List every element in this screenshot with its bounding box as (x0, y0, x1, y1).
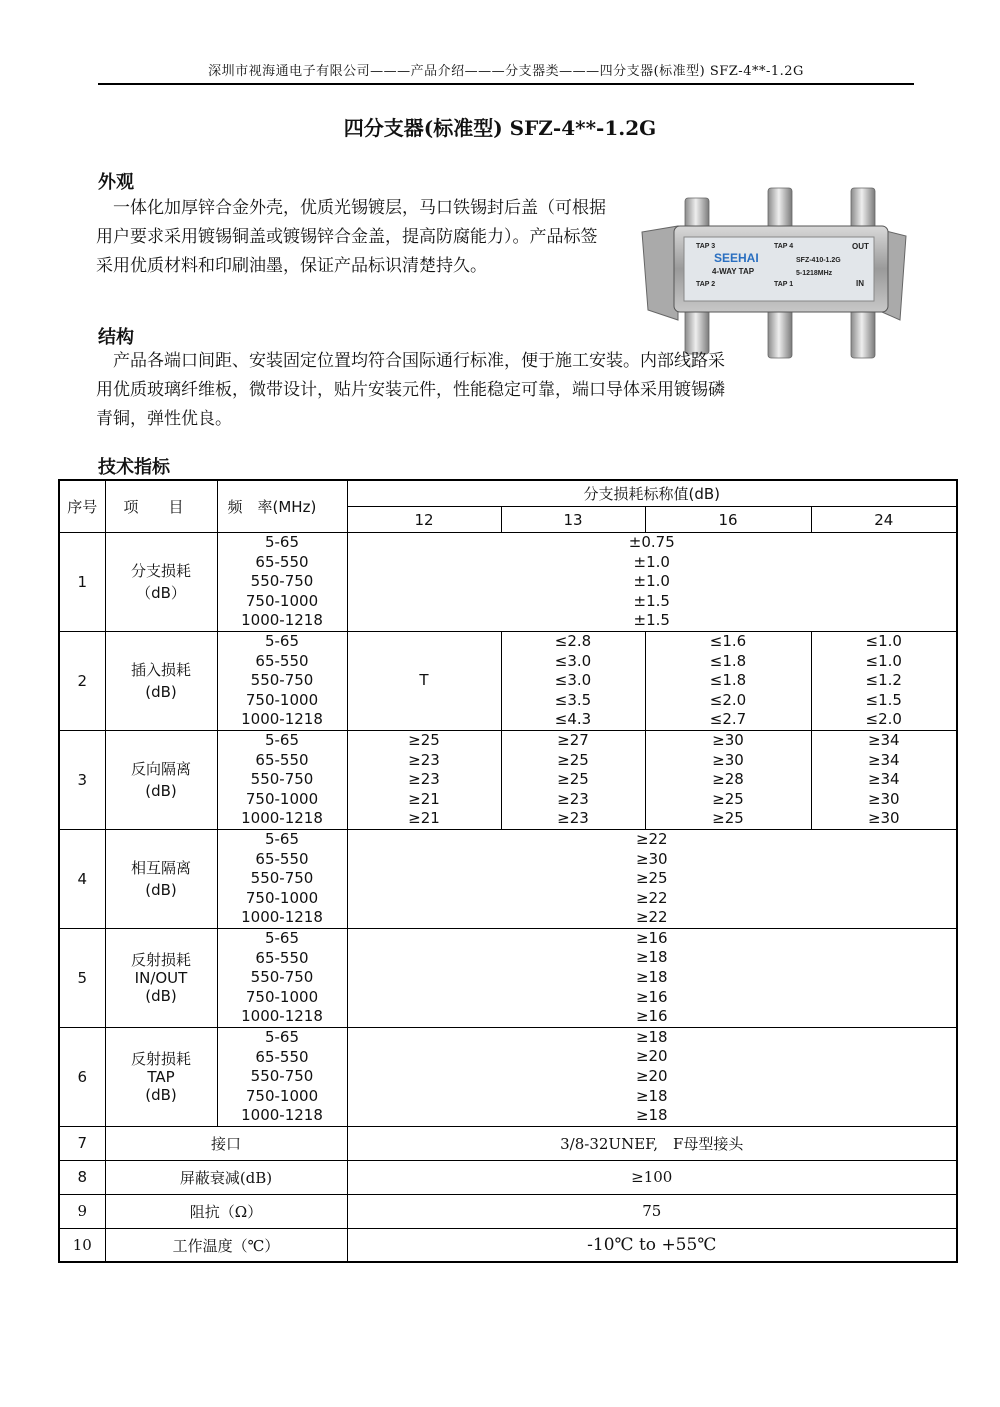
table-header-row (59, 480, 957, 507)
appearance-heading: 外观 (98, 172, 134, 193)
row-item-name: 反射损耗 TAP (dB) (105, 1027, 217, 1126)
row-item-name: 接口 (105, 1126, 347, 1160)
label-tap3: TAP 3 (696, 243, 716, 250)
row-item-name: 屏蔽衰减(dB) (105, 1160, 347, 1194)
row-item-name: 工作温度（℃） (105, 1228, 347, 1262)
row-value-cell: T (347, 631, 501, 730)
table-row (59, 1228, 957, 1262)
row-item-name: 分支损耗 （dB） (105, 533, 217, 632)
row-frequencies: 5-65 65-550 550-750 750-1000 1000-1218 (217, 1027, 347, 1126)
table-row (59, 1194, 957, 1228)
page-title: 四分支器(标准型) SFZ-4**-1.2G (343, 116, 657, 140)
row-value: ≥100 (347, 1160, 957, 1194)
label-range: 5-1218MHz (796, 270, 833, 277)
row-merged-values: ≥18 ≥20 ≥20 ≥18 ≥18 (347, 1027, 957, 1126)
table-row (59, 928, 957, 1027)
row-merged-values: ≥16 ≥18 ≥18 ≥16 ≥16 (347, 928, 957, 1027)
table-row (59, 829, 957, 928)
row-number: 2 (59, 631, 105, 730)
product-photo (638, 180, 908, 368)
row-number: 10 (59, 1228, 105, 1262)
row-value-cell: ≥34 ≥34 ≥34 ≥30 ≥30 (811, 730, 957, 829)
label-brand: SEEHAI (714, 251, 759, 265)
row-value: 75 (347, 1194, 957, 1228)
row-number: 9 (59, 1194, 105, 1228)
spec-table (58, 479, 958, 1263)
label-in: IN (856, 279, 864, 288)
row-item-name: 反向隔离 (dB) (105, 730, 217, 829)
table-row (59, 730, 957, 829)
table-row (59, 631, 957, 730)
row-number: 4 (59, 829, 105, 928)
row-value-cell: ≥27 ≥25 ≥25 ≥23 ≥23 (501, 730, 645, 829)
row-item-name: 插入损耗 (dB) (105, 631, 217, 730)
row-item-name: 相互隔离 (dB) (105, 829, 217, 928)
row-number: 1 (59, 533, 105, 632)
row-value: 3/8-32UNEF, F母型接头 (347, 1126, 957, 1160)
row-frequencies: 5-65 65-550 550-750 750-1000 1000-1218 (217, 928, 347, 1027)
value-header: 12 (347, 507, 501, 533)
row-number: 7 (59, 1126, 105, 1160)
table-row (59, 1160, 957, 1194)
row-value-cell: ≤1.0 ≤1.0 ≤1.2 ≤1.5 ≤2.0 (811, 631, 957, 730)
label-name: 4-WAY TAP (712, 267, 755, 276)
row-number: 5 (59, 928, 105, 1027)
value-header: 24 (811, 507, 957, 533)
value-header: 16 (645, 507, 811, 533)
row-value-cell: ≥25 ≥23 ≥23 ≥21 ≥21 (347, 730, 501, 829)
row-value-cell: ≤2.8 ≤3.0 ≤3.0 ≤3.5 ≤4.3 (501, 631, 645, 730)
row-value-cell: ≥30 ≥30 ≥28 ≥25 ≥25 (645, 730, 811, 829)
row-frequencies: 5-65 65-550 550-750 750-1000 1000-1218 (217, 730, 347, 829)
col-freq-header: 频 率(MHz) (217, 480, 347, 533)
spec-heading: 技术指标 (98, 457, 170, 478)
row-number: 8 (59, 1160, 105, 1194)
label-tap4: TAP 4 (774, 243, 794, 250)
row-value-cell: ≤1.6 ≤1.8 ≤1.8 ≤2.0 ≤2.7 (645, 631, 811, 730)
row-merged-values: ≥22 ≥30 ≥25 ≥22 ≥22 (347, 829, 957, 928)
appearance-text: 一体化加厚锌合金外壳，优质光锡镀层，马口铁锡封后盖（可根据用户要求采用镀锡铜盖或镀锡锌合金盖，提高防腐能力）。产品标签采用优质材料和印刷油墨，保证产品标识清楚持久。 (96, 198, 606, 276)
table-row (59, 533, 957, 632)
row-value: -10℃ to +55℃ (347, 1228, 957, 1262)
table-row (59, 1027, 957, 1126)
value-header: 13 (501, 507, 645, 533)
row-number: 6 (59, 1027, 105, 1126)
col-no-header: 序号 (59, 480, 105, 533)
col-group-header: 分支损耗标称值(dB) (347, 480, 957, 507)
structure-text: 产品各端口间距、安装固定位置均符合国际通行标准，便于施工安装。内部线路采用优质玻璃纤维板，微带设计，贴片安装元件，性能稳定可靠，端口导体采用镀锡磷青铜，弹性优良。 (96, 351, 725, 429)
row-item-name: 反射损耗 IN/OUT (dB) (105, 928, 217, 1027)
row-item-name: 阻抗（Ω） (105, 1194, 347, 1228)
col-item-header: 项 目 (105, 480, 217, 533)
label-tap1: TAP 1 (774, 281, 794, 288)
page-header: 深圳市视海通电子有限公司———产品介绍———分支器类———四分支器(标准型) SFZ-4**-1.2G (208, 64, 804, 79)
row-frequencies: 5-65 65-550 550-750 750-1000 1000-1218 (217, 829, 347, 928)
header-rule (98, 83, 914, 85)
label-model: SFZ-410-1.2G (796, 257, 841, 264)
row-frequencies: 5-65 65-550 550-750 750-1000 1000-1218 (217, 631, 347, 730)
row-number: 3 (59, 730, 105, 829)
label-out: OUT (852, 242, 869, 251)
structure-heading: 结构 (98, 327, 134, 348)
row-frequencies: 5-65 65-550 550-750 750-1000 1000-1218 (217, 533, 347, 632)
label-tap2: TAP 2 (696, 281, 716, 288)
row-merged-values: ±0.75 ±1.0 ±1.0 ±1.5 ±1.5 (347, 533, 957, 632)
table-row (59, 1126, 957, 1160)
